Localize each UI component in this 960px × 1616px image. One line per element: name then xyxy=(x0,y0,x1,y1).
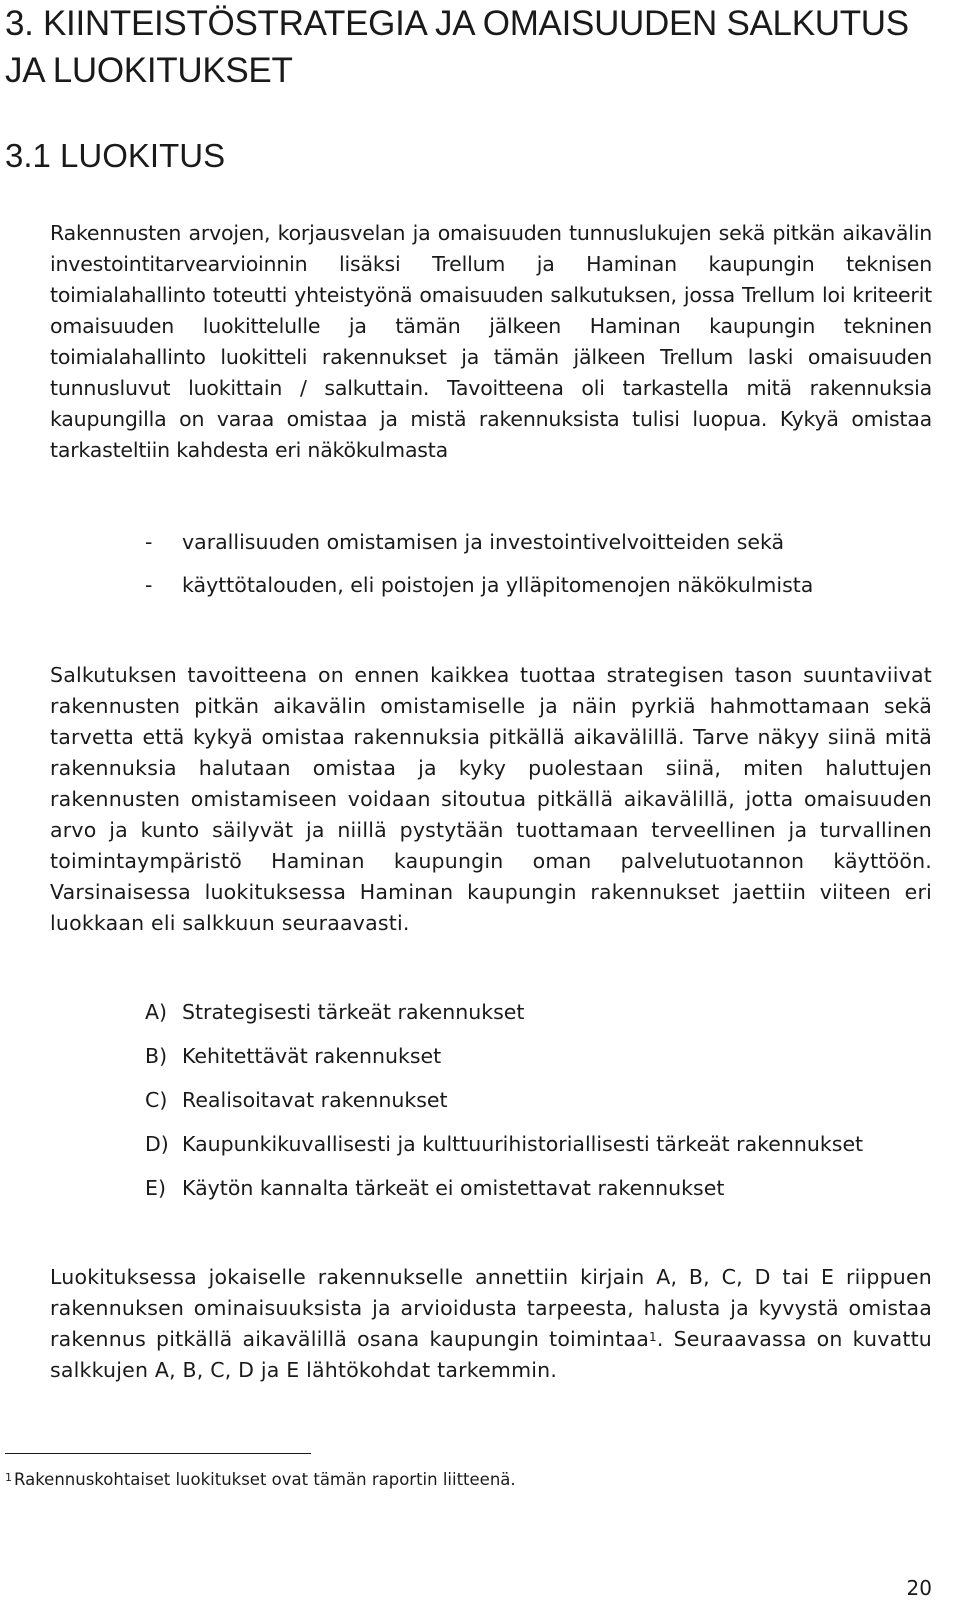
category-letter: A) xyxy=(145,1000,168,1024)
category-letter: C) xyxy=(145,1088,168,1112)
viewpoint-item xyxy=(145,570,813,601)
footnote-marker: 1 xyxy=(5,1471,12,1484)
dash-marker: - xyxy=(145,530,153,554)
category-item-a xyxy=(145,997,524,1028)
footnote-text: Rakennuskohtaiset luokitukset ovat tämän raportin liitteenä. xyxy=(14,1470,516,1489)
page-number: 20 xyxy=(906,1576,932,1600)
category-text: Strategisesti tärkeät rakennukset xyxy=(182,1000,525,1024)
category-letter: B) xyxy=(145,1044,168,1068)
goal-paragraph: Salkutuksen tavoitteena on ennen kaikkea tuottaa strategisen tason suuntaviivat rakennusten pitkän aikavälin omistamiselle ja näin pyrkiä hahmottamaan sekä tarvetta että kykyä omistaa rakennuksia pitkällä aikavälillä. Tarve näkyy siinä mitä rakennuksia halutaan omistaa ja kyky puolestaan siinä, miten haluttujen rakennusten omistamiseen voidaan sitoutua pitkällä aikavälillä, jotta omaisuuden arvo ja kunto säilyvät ja niillä pystytään tuottamaan terveellinen ja turvallinen toimintaympäristö Haminan kaupungin oman palvelutuotannon käyttöön. Varsinaisessa luokituksessa Haminan kaupungin rakennukset jaettiin viiteen eri luokkaan eli salkkuun seuraavasti. xyxy=(50,663,932,935)
category-letter: E) xyxy=(145,1176,166,1200)
category-text: Kaupunkikuvallisesti ja kulttuurihistoriallisesti tärkeät rakennukset xyxy=(182,1132,864,1156)
footnote xyxy=(5,1468,516,1492)
category-item-e xyxy=(145,1173,724,1204)
classification-text: Luokituksessa jokaiselle rakennukselle annettiin kirjain A, B, C, D tai E riippuen rakennuksen ominaisuuksista ja arvioidusta tarpeesta, halusta ja kyvystä omistaa rakennus pitkällä aikavälillä osana kaupungin toimintaa xyxy=(50,1265,932,1351)
classification-paragraph xyxy=(50,1262,932,1386)
intro-paragraph: Rakennusten arvojen, korjausvelan ja omaisuuden tunnuslukujen sekä pitkän aikavälin investointitarvearvioinnin lisäksi Trellum ja Haminan kaupungin teknisen toimialahallinto toteutti yhteistyönä omaisuuden salkutuksen, jossa Trellum loi kriteerit omaisuuden luokittelulle ja tämän jälkeen Haminan kaupungin tekninen toimialahallinto luokitteli rakennukset ja tämän jälkeen Trellum laski omaisuuden tunnusluvut luokittain / salkuttain. Tavoitteena oli tarkastella mitä rakennuksia kaupungilla on varaa omistaa ja mistä rakennuksista tulisi luopua. Kykyä omistaa tarkasteltiin kahdesta eri näkökulmasta xyxy=(50,221,932,462)
category-item-b xyxy=(145,1041,441,1072)
classification-text-end: . Seuraavassa on kuvattu salkkujen A, B, C, D ja E lähtökohdat tarkemmin. xyxy=(50,1327,933,1382)
category-text: Realisoitavat rakennukset xyxy=(182,1088,448,1112)
category-text: Käytön kannalta tärkeät ei omistettavat rakennukset xyxy=(182,1176,725,1200)
dash-marker: - xyxy=(145,573,153,597)
section-heading: 3.1 LUOKITUS xyxy=(5,137,226,174)
viewpoint-text: käyttötalouden, eli poistojen ja ylläpitomenojen näkökulmista xyxy=(182,573,814,597)
viewpoint-item xyxy=(145,527,784,558)
category-letter: D) xyxy=(145,1132,169,1156)
category-item-d xyxy=(145,1129,863,1160)
viewpoint-text: varallisuuden omistamisen ja investointivelvoitteiden sekä xyxy=(182,530,785,554)
footnote-divider xyxy=(5,1453,311,1454)
footnote-reference[interactable]: 1 xyxy=(648,1330,657,1344)
category-item-c xyxy=(145,1085,448,1116)
category-text: Kehitettävät rakennukset xyxy=(182,1044,442,1068)
chapter-heading: 3. KIINTEISTÖSTRATEGIA JA OMAISUUDEN SALKUTUS JA LUOKITUKSET xyxy=(5,4,909,90)
